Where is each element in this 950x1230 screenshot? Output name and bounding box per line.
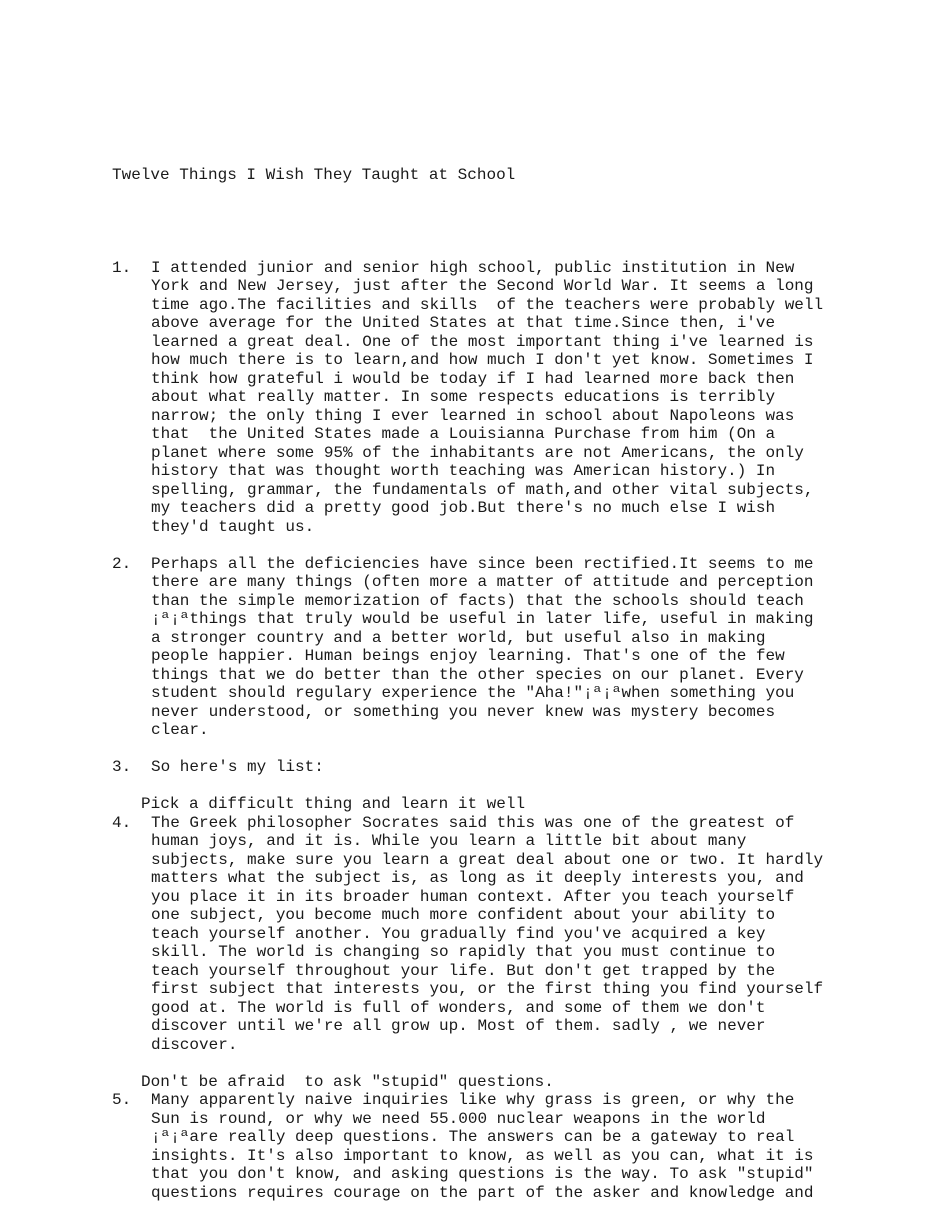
text-line: discover. bbox=[151, 1035, 238, 1054]
document-page bbox=[112, 129, 912, 1221]
text-line: subjects, make sure you learn a great deal about one or two. It hardly bbox=[151, 850, 824, 869]
item-number: 4. bbox=[112, 813, 132, 832]
text-line: think how grateful i would be today if I had learned more back then bbox=[151, 369, 795, 388]
item-list bbox=[112, 259, 912, 1203]
text-line: planet where some 95% of the inhabitants are not Americans, the only bbox=[151, 443, 804, 462]
text-line: The Greek philosopher Socrates said this was one of the greatest of bbox=[151, 813, 795, 832]
text-line: you place it in its broader human context. After you teach yourself bbox=[151, 887, 795, 906]
text-line: one subject, you become much more confident about your ability to bbox=[151, 906, 776, 924]
text-line: there are many things (often more a matter of attitude and perception bbox=[151, 573, 814, 591]
text-line: Sun is round, or why we need 55.000 nuclear weapons in the world bbox=[151, 1109, 766, 1128]
text-line: discover until we're all grow up. Most of them. sadly , we never bbox=[151, 1017, 766, 1035]
paragraph-gap bbox=[112, 536, 912, 555]
list-item bbox=[112, 758, 912, 777]
text-line: time ago.The facilities and skills of the teachers were probably well bbox=[151, 295, 824, 314]
text-line: matters what the subject is, as long as it deeply interests you, and bbox=[151, 869, 804, 887]
text-line: than the simple memorization of facts) that the schools should teach bbox=[151, 591, 804, 610]
text-line: that you don't know, and asking questions is the way. To ask "stupid" bbox=[151, 1165, 814, 1183]
text-line: learned a great deal. One of the most important thing i've learned is bbox=[151, 332, 814, 351]
text-line: about what really matter. In some respects educations is terribly bbox=[151, 388, 776, 406]
paragraph-gap bbox=[112, 777, 912, 796]
text-line: clear. bbox=[151, 721, 209, 739]
text-line: things that we do better than the other species on our planet. Every bbox=[151, 665, 804, 684]
text-line: how much there is to learn,and how much I don't yet know. Sometimes I bbox=[151, 351, 814, 369]
text-line: insights. It's also important to know, as well as you can, what it is bbox=[151, 1146, 814, 1165]
item-number: 1. bbox=[112, 258, 132, 277]
text-line: ¡ª¡ªare really deep questions. The answers can be a gateway to real bbox=[151, 1128, 795, 1146]
text-line: skill. The world is changing so rapidly that you must continue to bbox=[151, 943, 776, 961]
text-line: good at. The world is full of wonders, and some of them we don't bbox=[151, 998, 766, 1017]
text-line: teach yourself another. You gradually find you've acquired a key bbox=[151, 924, 766, 943]
text-line: So here's my list: bbox=[151, 758, 324, 776]
text-line: Many apparently naive inquiries like why grass is green, or why the bbox=[151, 1091, 795, 1109]
text-line: above average for the United States at that time.Since then, i've bbox=[151, 314, 776, 332]
text-line: I attended junior and senior high school, public institution in New bbox=[151, 258, 795, 277]
list-item bbox=[112, 555, 912, 740]
text-line: never understood, or something you never knew was mystery becomes bbox=[151, 702, 776, 721]
paragraph-gap bbox=[112, 740, 912, 759]
text-line: spelling, grammar, the fundamentals of math,and other vital subjects, bbox=[151, 480, 814, 499]
text-line: student should regulary experience the "Aha!"¡ª¡ªwhen something you bbox=[151, 684, 795, 702]
text-line: Perhaps all the deficiencies have since been rectified.It seems to me bbox=[151, 554, 814, 573]
text-line: my teachers did a pretty good job.But there's no much else I wish bbox=[151, 499, 776, 517]
text-line: people happier. Human beings enjoy learning. That's one of the few bbox=[151, 647, 785, 665]
list-item bbox=[112, 259, 912, 537]
text-line: narrow; the only thing I ever learned in school about Napoleons was bbox=[151, 406, 795, 425]
text-line: first subject that interests you, or the first thing you find yourself bbox=[151, 980, 824, 998]
list-item bbox=[112, 1091, 912, 1202]
item-heading: Pick a difficult thing and learn it well bbox=[141, 795, 526, 813]
item-text bbox=[151, 1091, 912, 1202]
item-text bbox=[151, 259, 912, 537]
item-number: 5. bbox=[112, 1091, 132, 1109]
item-number: 3. bbox=[112, 758, 132, 776]
text-line: teach yourself throughout your life. But don't get trapped by the bbox=[151, 961, 776, 980]
text-line: they'd taught us. bbox=[151, 517, 315, 536]
document-title: Twelve Things I Wish They Taught at School bbox=[112, 166, 516, 184]
text-line: York and New Jersey, just after the Second World War. It seems a long bbox=[151, 277, 814, 295]
item-heading: Don't be afraid to ask "stupid" questions. bbox=[141, 1072, 554, 1091]
text-line: questions requires courage on the part of the asker and knowledge and bbox=[151, 1183, 814, 1202]
text-line: history that was thought worth teaching was American history.) In bbox=[151, 462, 776, 480]
text-line: human joys, and it is. While you learn a little bit about many bbox=[151, 832, 747, 850]
text-line: ¡ª¡ªthings that truly would be useful in later life, useful in making bbox=[151, 610, 814, 628]
text-line: that the United States made a Louisianna Purchase from him (On a bbox=[151, 425, 776, 443]
text-line: a stronger country and a better world, but useful also in making bbox=[151, 628, 766, 647]
item-number: 2. bbox=[112, 554, 132, 573]
item-text bbox=[151, 555, 912, 740]
paragraph-gap bbox=[112, 1054, 912, 1073]
list-item bbox=[112, 814, 912, 1055]
item-text bbox=[151, 814, 912, 1055]
item-text bbox=[151, 758, 912, 777]
